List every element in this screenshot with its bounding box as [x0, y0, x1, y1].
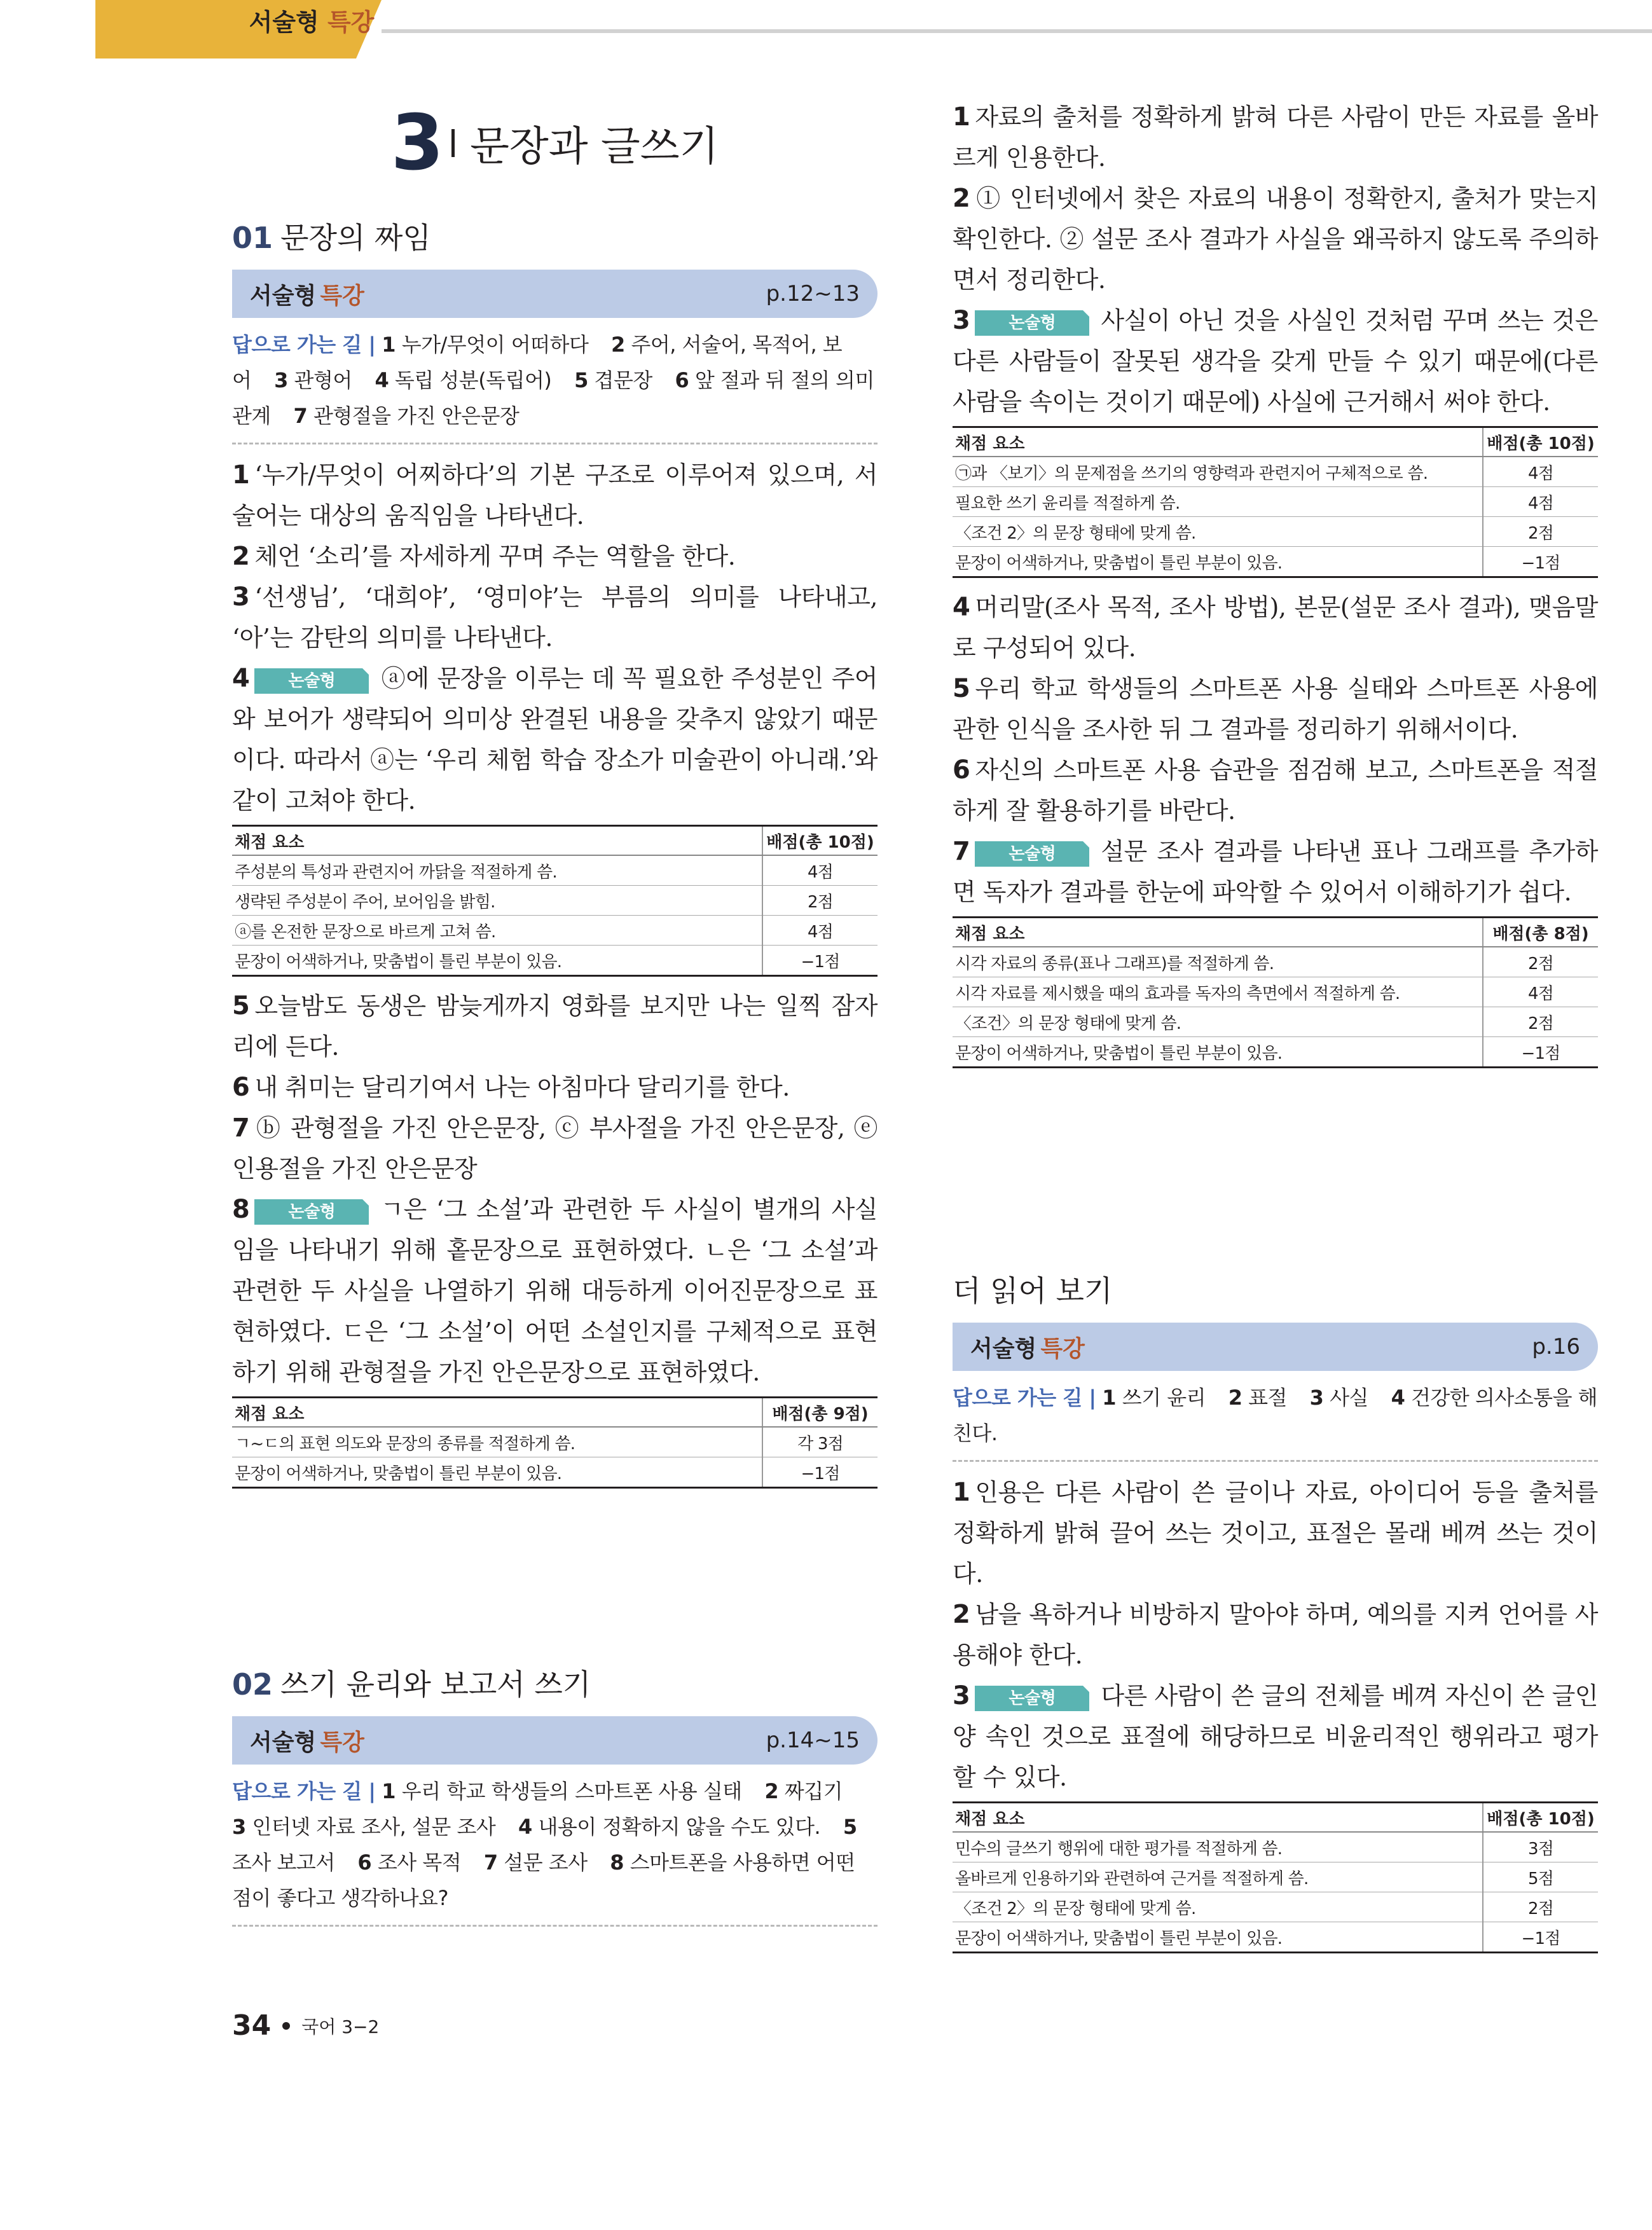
score-points: 2점 — [1483, 1007, 1598, 1037]
table-row — [232, 1457, 878, 1488]
score-table — [232, 825, 878, 977]
score-criterion: 필요한 쓰기 윤리를 적절하게 씀. — [953, 487, 1483, 517]
answer-item: 1 인용은 다른 사람이 쓴 글이나 자료, 아이디어 등을 출처를 정확하게 밝혀 끌어 쓰는 것이고, 표절은 몰래 베껴 쓰는 것이다. — [953, 1478, 1598, 1588]
score-criterion: 시각 자료를 제시했을 때의 효과를 독자의 측면에서 적절하게 씀. — [953, 977, 1483, 1007]
section-03-score-table — [953, 1801, 1598, 1953]
score-table — [232, 1396, 878, 1489]
score-points: 2점 — [1483, 947, 1598, 977]
page-ref: p.12~13 — [766, 281, 860, 306]
section-03-guide — [953, 1380, 1598, 1462]
answer-item: 1 ‘누가/무엇이 어찌하다’의 기본 구조로 이루어져 있으며, 서술어는 대상의 움직임을 나타낸다. — [232, 460, 878, 530]
guide-entry: 2 짜깁기 — [764, 1779, 843, 1803]
score-criterion: 〈조건 2〉의 문장 형태에 맞게 씀. — [953, 517, 1483, 547]
essay-tag: 논술형 — [975, 310, 1089, 336]
score-header-points: 배점(총 8점) — [1483, 918, 1598, 947]
score-header-criteria: 채점 요소 — [232, 1398, 762, 1428]
score-points: 4점 — [1483, 457, 1598, 487]
guide-entry: 3 인터넷 자료 조사, 설문 조사 — [232, 1815, 496, 1839]
table-row — [232, 855, 878, 886]
guide-entry: 5 겹문장 — [574, 368, 652, 392]
answer-item: 3 논술형 사실이 아닌 것을 사실인 것처럼 꾸며 쓰는 것은 다른 사람들이 잘못된 생각을 갖게 만들 수 있기 때문에(다른 사람을 속이는 것이기 때문에) 사실에 근거해서 써야 한다. — [953, 306, 1598, 416]
score-criterion: 문장이 어색하거나, 맞춤법이 틀린 부분이 있음. — [953, 1037, 1483, 1068]
answer-item: 4 논술형 ⓐ에 문장을 이루는 데 꼭 필요한 주성분인 주어와 보어가 생략되어 의미상 완결된 내용을 갖추지 않았기 때문이다. 따라서 ⓐ는 ‘우리 체험 학습 장소가 미술관이 아니래.’와 같이 고쳐야 한다. — [232, 664, 878, 815]
section-02-answers-a — [953, 97, 1598, 422]
guide-label: 답으로 가는 길 | — [232, 333, 376, 357]
section-03-band: 서술형 특강 p.16 — [953, 1323, 1598, 1371]
score-points: −1점 — [1483, 1922, 1598, 1953]
score-points: −1점 — [1483, 547, 1598, 577]
chapter-heading — [232, 95, 878, 191]
score-points: −1점 — [1483, 1037, 1598, 1068]
score-criterion: 문장이 어색하거나, 맞춤법이 틀린 부분이 있음. — [953, 547, 1483, 577]
score-header-criteria: 채점 요소 — [232, 826, 762, 856]
answer-item: 7 논술형 설문 조사 결과를 나타낸 표나 그래프를 추가하면 독자가 결과를 한눈에 파악할 수 있어서 이해하기가 쉽다. — [953, 837, 1598, 906]
guide-entry: 3 관형어 — [274, 368, 352, 392]
score-header-points: 배점(총 9점) — [762, 1398, 878, 1428]
essay-tag: 논술형 — [975, 841, 1089, 867]
right-column — [953, 95, 1598, 1962]
score-points: 4점 — [762, 855, 878, 886]
essay-tag: 논술형 — [975, 1686, 1089, 1711]
left-column — [232, 95, 878, 1927]
guide-entry: 2 표절 — [1228, 1386, 1287, 1410]
page-ref: p.16 — [1532, 1334, 1580, 1359]
answer-item: 6 내 취미는 달리기여서 나는 아침마다 달리기를 한다. — [232, 1073, 790, 1102]
table-row — [232, 1427, 878, 1457]
book-title: 국어 3−2 — [301, 2016, 380, 2037]
page-footer — [232, 2009, 379, 2042]
score-header-points: 배점(총 10점) — [762, 826, 878, 856]
section-02-answers-b — [953, 587, 1598, 912]
score-points: 5점 — [1483, 1862, 1598, 1892]
score-criterion: 〈조건〉의 문장 형태에 맞게 씀. — [953, 1007, 1483, 1037]
score-criterion: 문장이 어색하거나, 맞춤법이 틀린 부분이 있음. — [953, 1922, 1483, 1953]
score-criterion: 문장이 어색하거나, 맞춤법이 틀린 부분이 있음. — [232, 946, 762, 976]
table-row — [953, 457, 1598, 487]
guide-entry: 1 우리 학교 학생들의 스마트폰 사용 실태 — [382, 1779, 742, 1803]
score-header-points: 배점(총 10점) — [1483, 1803, 1598, 1833]
section-01-title: 01 문장의 짜임 — [232, 221, 431, 255]
score-points: 4점 — [1483, 977, 1598, 1007]
guide-entry: 4 내용이 정확하지 않을 수도 있다. — [518, 1815, 821, 1839]
score-points: 2점 — [1483, 1892, 1598, 1922]
score-points: 2점 — [762, 886, 878, 916]
answer-item: 5 우리 학교 학생들의 스마트폰 사용 실태와 스마트폰 사용에 관한 인식을 조사한 뒤 그 결과를 정리하기 위해서이다. — [953, 674, 1598, 743]
guide-entry: 7 설문 조사 — [483, 1850, 588, 1875]
table-row — [953, 1832, 1598, 1862]
answer-item: 2 ① 인터넷에서 찾은 자료의 내용이 정확한지, 출처가 맞는지 확인한다. ② 설문 조사 결과가 사실을 왜곡하지 않도록 주의하면서 정리한다. — [953, 184, 1598, 294]
guide-entry: 4 독립 성분(독립어) — [375, 368, 552, 392]
page-number: 34 — [232, 2009, 272, 2042]
table-row — [953, 487, 1598, 517]
answer-item: 6 자신의 스마트폰 사용 습관을 점검해 보고, 스마트폰을 적절하게 잘 활용하기를 바란다. — [953, 755, 1598, 825]
score-criterion: 시각 자료의 종류(표나 그래프)를 적절하게 씀. — [953, 947, 1483, 977]
answer-item: 2 남을 욕하거나 비방하지 말아야 하며, 예의를 지켜 언어를 사용해야 한다. — [953, 1600, 1598, 1669]
score-criterion: ㉠과 〈보기〉의 문제점을 쓰기의 영향력과 관련지어 구체적으로 씀. — [953, 457, 1483, 487]
essay-tag: 논술형 — [254, 668, 369, 694]
score-header-criteria: 채점 요소 — [953, 918, 1483, 947]
answer-item: 3 논술형 다른 사람이 쓴 글의 전체를 베껴 자신이 쓴 글인 양 속인 것으로 표절에 해당하므로 비윤리적인 행위라고 평가할 수 있다. — [953, 1681, 1598, 1791]
score-points: 각 3점 — [762, 1427, 878, 1457]
score-criterion: 주성분의 특성과 관련지어 까닭을 적절하게 씀. — [232, 855, 762, 886]
section-02-guide — [232, 1773, 878, 1927]
section-01-band: 서술형 특강 p.12~13 — [232, 270, 878, 318]
table-row — [953, 1892, 1598, 1922]
score-criterion: ㄱ~ㄷ의 표현 의도와 문장의 종류를 적절하게 씀. — [232, 1427, 762, 1457]
section-02-score-table-a — [953, 426, 1598, 578]
score-criterion: 올바르게 인용하기와 관련하여 근거를 적절하게 씀. — [953, 1862, 1483, 1892]
score-points: 4점 — [1483, 487, 1598, 517]
chapter-title: 문장과 글쓰기 — [470, 123, 719, 170]
score-table — [953, 1801, 1598, 1953]
table-row — [953, 947, 1598, 977]
answer-item: 4 머리말(조사 목적, 조사 방법), 본문(설문 조사 결과), 맺음말로 구성되어 있다. — [953, 593, 1598, 662]
guide-entry: 3 사실 — [1309, 1386, 1368, 1410]
score-criterion: 문장이 어색하거나, 맞춤법이 틀린 부분이 있음. — [232, 1457, 762, 1488]
chapter-divider — [451, 129, 455, 157]
score-points: 4점 — [762, 916, 878, 946]
score-points: −1점 — [762, 946, 878, 976]
table-row — [953, 517, 1598, 547]
guide-entry: 5 조사 보고서 — [232, 1815, 857, 1875]
score-header-criteria: 채점 요소 — [953, 1803, 1483, 1833]
answer-item: 2 체언 ‘소리’를 자세하게 꾸며 주는 역할을 한다. — [232, 542, 736, 571]
answer-item: 8 논술형 ㄱ은 ‘그 소설’과 관련한 두 사실이 별개의 사실임을 나타내기 위해 홑문장으로 표현하였다. ㄴ은 ‘그 소설’과 관련한 두 사실을 나열하기 위해 대등하게 이어진문장으로 표현하였다. ㄷ은 ‘그 소설’이 어떤 소설인지를 구체적으로 표현하기 위해 관형절을 가진 안은문장으로 표현하였다. — [232, 1195, 878, 1386]
guide-label: 답으로 가는 길 | — [232, 1779, 376, 1803]
table-row — [232, 886, 878, 916]
footer-dot — [282, 2022, 290, 2030]
section-03-answers — [953, 1472, 1598, 1798]
guide-entry: 1 누가/무엇이 어떠하다 — [382, 333, 589, 357]
table-row — [953, 977, 1598, 1007]
guide-entry: 6 조사 목적 — [357, 1850, 462, 1875]
answer-item: 3 ‘선생님’, ‘대희야’, ‘영미야’는 부름의 의미를 나타내고, ‘아’는 감탄의 의미를 나타낸다. — [232, 582, 878, 652]
table-row — [232, 916, 878, 946]
guide-entry: 8 스마트폰을 사용하면 어떤 점이 좋다고 생각하나요? — [232, 1850, 855, 1910]
page-ref: p.14~15 — [766, 1728, 860, 1753]
section-01-answers-b — [232, 986, 878, 1393]
section-01-guide — [232, 327, 878, 444]
score-criterion: 〈조건 2〉의 문장 형태에 맞게 씀. — [953, 1892, 1483, 1922]
score-table — [953, 426, 1598, 578]
section-02-title: 02 쓰기 윤리와 보고서 쓰기 — [232, 1667, 591, 1702]
header-label: 서술형 특강 — [249, 8, 375, 36]
answer-item: 7 ⓑ 관형절을 가진 안은문장, ⓒ 부사절을 가진 안은문장, ⓔ 인용절을 가진 안은문장 — [232, 1113, 878, 1183]
section-01-score-table-b — [232, 1396, 878, 1489]
score-points: −1점 — [762, 1457, 878, 1488]
chapter-number: 3 — [390, 99, 442, 188]
guide-entry: 2 주어, 서술어, 목적어, 보어 — [232, 333, 843, 392]
header-rule — [382, 29, 1652, 33]
table-row — [953, 1922, 1598, 1953]
score-criterion: 민수의 글쓰기 행위에 대한 평가를 적절하게 씀. — [953, 1832, 1483, 1862]
table-row — [953, 547, 1598, 577]
section-03-title: 더 읽어 보기 — [953, 1274, 1113, 1308]
section-01-score-table-a — [232, 825, 878, 977]
answer-item: 1 자료의 출처를 정확하게 밝혀 다른 사람이 만든 자료를 올바르게 인용한다. — [953, 102, 1598, 172]
score-header-points: 배점(총 10점) — [1483, 427, 1598, 457]
score-header-criteria: 채점 요소 — [953, 427, 1483, 457]
guide-entry: 4 건강한 의사소통을 해친다. — [953, 1386, 1598, 1445]
score-points: 3점 — [1483, 1832, 1598, 1862]
guide-entry: 1 쓰기 윤리 — [1102, 1386, 1206, 1410]
section-02-band: 서술형 특강 p.14~15 — [232, 1716, 878, 1765]
score-points: 2점 — [1483, 517, 1598, 547]
table-row — [953, 1007, 1598, 1037]
essay-tag: 논술형 — [254, 1199, 369, 1225]
guide-label: 답으로 가는 길 | — [953, 1386, 1096, 1410]
score-criterion: 생략된 주성분이 주어, 보어임을 밝힘. — [232, 886, 762, 916]
score-table — [953, 916, 1598, 1068]
section-01-answers-a — [232, 455, 878, 821]
section-02-score-table-b — [953, 916, 1598, 1068]
answer-item: 5 오늘밤도 동생은 밤늦게까지 영화를 보지만 나는 일찍 잠자리에 든다. — [232, 991, 878, 1061]
guide-entry: 7 관형절을 가진 안은문장 — [293, 404, 520, 428]
guide-entry: 6 앞 절과 뒤 절의 의미 관계 — [232, 368, 874, 428]
score-criterion: ⓐ를 온전한 문장으로 바르게 고쳐 씀. — [232, 916, 762, 946]
table-row — [232, 946, 878, 976]
table-row — [953, 1862, 1598, 1892]
table-row — [953, 1037, 1598, 1068]
